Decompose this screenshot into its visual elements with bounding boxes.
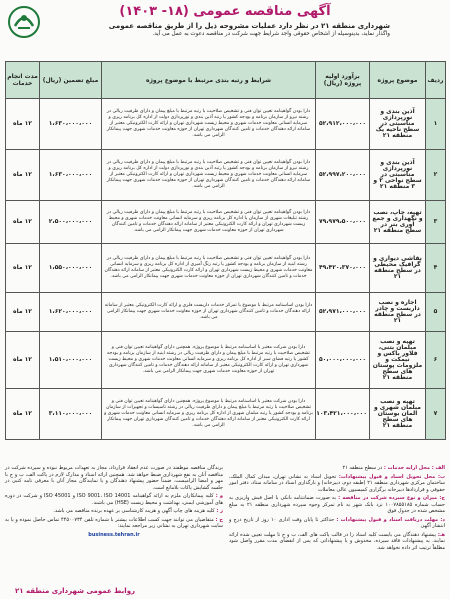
page-intro: واگذار نماید، بدینوسیله از اشخاص حقوقی واجد شرایط جهت شرکت در مناقصه دعوت به عمل می آید. bbox=[152, 31, 390, 37]
row-conditions: دارا بودن اساسنامه مرتبط با موضوع با تمرکز خدمات داربست فلزی و ارائه کارت الکترونیکی معتبر از سامانه ارائه دهندگان خدمات و تامین کنندگان شهرداری تهران از حوزه معاونت خدمات شهری جهت پیمانکار الزامی می باشد. bbox=[102, 293, 316, 332]
row-duration: ۱۲ ماه bbox=[6, 150, 40, 201]
notes-section bbox=[5, 465, 445, 595]
row-duration: ۱۲ ماه bbox=[6, 99, 40, 150]
note-item: ز : کلیه هزینه های چاپ آگهی و هزینه کارشناسی بر عهده برنده مناقصه می باشد. bbox=[53, 508, 223, 514]
page-title: آگهی مناقصه عمومی (۱۸- ۱۴۰۳) bbox=[119, 4, 331, 19]
note-item: ج: میزان و نوع سپرده شرکت در مناقصه : به صورت ضمانتنامه بانکی یا اصل فیش واریزی به حساب شماره ۱۰۰۷۸۵۵۱۸۵ نزد بانک شهر به نام تمرکز وجوه سپرده شهرداری منطقه ۲۱ به مبلغ مشخص شده در جدول فوق bbox=[229, 495, 445, 514]
row-subject: نقاشی دیواری و گرافیک محیطی در سطح منطقه ۲۱ bbox=[370, 244, 426, 293]
row-duration: ۱۲ ماه bbox=[6, 244, 40, 293]
col-header-index: ردیف bbox=[426, 62, 446, 99]
row-estimate: ۵۰،۰۰۰،۰۰۰،۰۰۰ bbox=[316, 332, 370, 389]
row-estimate: ۷۹،۹۷۹،۵۰۰،۰۰۰ bbox=[316, 201, 370, 244]
row-conditions: دارا بودن گواهینامه تعیین توان فنی و تشخیص صلاحیت با رتبه مرتبط با مبلغ پیمان و دارای ظرفیت ریالی در رشته نیرو از سازمان برنامه و بودجه کشور یا رتبه آذین بندی و نورپردازی دولت از اداره کل برنامه ریزی و سرمایه انسانی معاونت خدمات شهری و محیط زیست شهرداری تهران و ارائه کارت الکترونیکی معتبر از سامانه ارائه دهندگان خدمات و تامین کنندگان شهرداری تهران از حوزه معاونت خدمات شهری جهت پیمانکار الزامی می باشد. bbox=[102, 150, 316, 201]
note-item: ح : متقاضیان می توانند جهت کسب اطلاعات بیشتر با شماره تلفن ۴۴۵۰۰۷۳۴ تماس حاصل نموده و یا به سایت شهرداری تهران به نشانی زیر مراجعه نمایند: bbox=[5, 516, 224, 529]
table-row bbox=[6, 244, 446, 293]
note-item: و : کلیه پیمانکاران ملزم به ارائه گواهینامه ISO 9001، ISO 14001 و ISO 45001 و شرکت در دوره های آموزشی ایمنی، بهداشت و محیط زیست (HSE) می باشند. bbox=[5, 493, 224, 506]
note-item: د: مهلت دریافت اسناد و قبول پیشنهادات : حداکثر تا پایان وقت اداری ۱۰ روز از تاریخ درج و انتشار آگهی bbox=[229, 516, 446, 529]
row-estimate: ۴۹،۴۲۰،۳۷۰،۰۰۰ bbox=[316, 244, 370, 293]
row-conditions: دارا بودن گواهینامه تعیین توان فنی و تشخیص صلاحیت با رتبه مرتبط با مبلغ پیمان و دارای ظرفیت ریالی در رشته نیرو از سازمان برنامه و بودجه کشور یا رتبه آذین بندی و نورپردازی دولت از اداره کل برنامه ریزی و سرمایه انسانی معاونت خدمات شهری و محیط زیست شهرداری تهران و ارائه کارت الکترونیکی معتبر از سامانه ارائه دهندگان خدمات و تامین کنندگان شهرداری تهران از حوزه معاونت خدمات شهری جهت پیمانکار الزامی می باشد. bbox=[102, 99, 316, 150]
col-header-conditions: شرایط و رتبه بندی مرتبط با موضوع پروژه bbox=[102, 62, 316, 99]
note-item bbox=[5, 532, 223, 539]
business-site-link[interactable]: business.tehran.ir bbox=[88, 531, 140, 538]
footer-signature: روابط عمومی شهرداری منطقه ۲۱ bbox=[15, 587, 136, 595]
row-index: ۱ bbox=[426, 99, 446, 150]
row-guarantee: ۱،۶۲۰،۰۰۰،۰۰۰ bbox=[40, 293, 102, 332]
notes-left-column bbox=[5, 465, 223, 595]
col-header-duration: مدت انجام خدمات bbox=[6, 62, 40, 99]
row-subject: تهیه و نصب مبلمان بتنی، فلاور باکس و نیمکت و ملزومات پوستان های سطح منطقه ۲۱ bbox=[370, 332, 426, 389]
row-guarantee: ۲،۵۰۰،۰۰۰،۰۰۰ bbox=[40, 201, 102, 244]
row-guarantee: ۱،۶۳۰،۰۰۰،۰۰۰ bbox=[40, 150, 102, 201]
table-row bbox=[6, 293, 446, 332]
row-estimate: ۵۲،۹۹۷،۲۰۰،۰۰۰ bbox=[316, 150, 370, 201]
row-estimate: ۵۲،۹۱۲،۰۰۰،۰۰۰ bbox=[316, 99, 370, 150]
table-row bbox=[6, 389, 446, 440]
tender-table bbox=[5, 61, 446, 440]
row-subject: تهیه و نصب مبلمان شهری و المان بوستان های سطح منطقه ۲۱ bbox=[370, 389, 426, 440]
note-item: هـ: پیشنهاد دهندگان می بایست کلیه اسناد را در قالب پاکت های الف، ب و ج تا مهلت تعیین شده ارائه نمایند. به پیشنهادات فاقد سپرده، مخدوش و یا پیشنهاداتی که پس از انقضای مدت مقرر واصل شود مطلقاً ترتیب اثر داده نخواهد شد. bbox=[229, 531, 445, 551]
row-conditions: دارا بودن گواهینامه تعیین توان فنی و تشخیص صلاحیت با رتبه مرتبط با مبلغ پیمان و دارای ظرفیت ریالی در رشته تبلیغات شهری از سازمان یا اداره کل برنامه ریزی و سرمایه انسانی معاونت خدمات شهری و محیط زیست شهرداری تهران و ارائه کارت الکترونیکی معتبر از سامانه ارائه دهندگان خدمات و تامین کنندگان شهرداری تهران از حوزه معاونت خدمات شهری جهت پیمانکار الزامی می باشد. bbox=[102, 201, 316, 244]
table-row bbox=[6, 332, 446, 389]
row-index: ۷ bbox=[426, 389, 446, 440]
row-subject: اجاره و نصب داربست و چادر در سطح منطقه ۲۱ bbox=[370, 293, 426, 332]
col-header-subject: موضوع پروژه bbox=[370, 62, 426, 99]
table-row bbox=[6, 99, 446, 150]
row-guarantee: ۳،۱۱۰،۰۰۰،۰۰۰ bbox=[40, 389, 102, 440]
row-guarantee: ۱،۵۵۰،۰۰۰،۰۰۰ bbox=[40, 244, 102, 293]
row-duration: ۱۲ ماه bbox=[6, 332, 40, 389]
table-row bbox=[6, 150, 446, 201]
row-duration: ۱۲ ماه bbox=[6, 201, 40, 244]
col-header-estimate: برآورد اولیه پروژه (ریال) bbox=[316, 62, 370, 99]
row-index: ۴ bbox=[426, 244, 446, 293]
row-conditions: دارا بودن شرکت معتبر با اساسنامه مرتبط با موضوع پروژه. همچنین دارای گواهینامه تعیین توان فنی و تشخیص صلاحیت با رتبه مرتبط با مبلغ پیمان و دارای ظرفیت ریالی در رشته تاسیسات و تجهیزات از سازمان برنامه و بودجه کشور یا رتبه مبلمان شهری از اداره کل برنامه ریزی و سرمایه انسانی معاونت خدمات شهری و ارائه کارت الکترونیکی معتبر از سامانه ارائه دهندگان خدمات و تامین کنندگان شهرداری تهران جهت پیمانکار الزامی می باشد. bbox=[102, 389, 316, 440]
row-index: ۲ bbox=[426, 150, 446, 201]
note-item: برندگان مناقصه موظفند در صورت عدم انعقاد قرارداد، مجاز به تعهدات مربوط نبوده و سپرده شرکت در مناقصه آنان به نفع شهرداری ضبط خواهد شد. همچنین ارائه اسناد و مدارک لازم در پاکت الف، ب و ج با مهر و امضا الزامیست. ضمناً حضور پیشنهاد دهندگان و یا نمایندگان مجاز آنان با معرفی نامه کتبی در جلسه گشایش پاکات بلامانع است. bbox=[5, 465, 223, 491]
row-conditions: دارا بودن گواهینامه تعیین توان فنی و تشخیص صلاحیت با رتبه مرتبط با مبلغ پیمان و دارای ظرفیت ریالی در رشته ابنیه از سازمان برنامه و بودجه کشور یا رتبه رنگ آمیزی از اداره کل برنامه ریزی و سرمایه انسانی معاونت خدمات شهری و محیط زیست شهرداری تهران و ارائه کارت الکترونیکی معتبر از سامانه ارائه دهندگان خدمات و تامین کنندگان شهرداری تهران از حوزه معاونت خدمات شهری جهت پیمانکار الزامی می باشد. bbox=[102, 244, 316, 293]
row-duration: ۱۲ ماه bbox=[6, 389, 40, 440]
page-subtitle: شهرداری منطقه ۲۱ در نظر دارد عملیات مشروحه ذیل را از طریق مناقصه عمومی bbox=[108, 22, 390, 30]
row-duration: ۱۲ ماه bbox=[6, 293, 40, 332]
row-index: ۵ bbox=[426, 293, 446, 332]
row-guarantee: ۱،۶۳۰،۰۰۰،۰۰۰ bbox=[40, 99, 102, 150]
col-header-guarantee: مبلغ تضمین (ریال) bbox=[40, 62, 102, 99]
row-index: ۶ bbox=[426, 332, 446, 389]
row-subject: آذین بندی و نورپردازی مناسبتی در سطح ناحیه یک منطقه ۲۱ bbox=[370, 99, 426, 150]
row-subject: تهیه، چاپ، نصب و نگهداری و جمع آوری بنر در سطح منطقه ۲۱ bbox=[370, 201, 426, 244]
notes-right-column bbox=[229, 465, 445, 595]
table-row bbox=[6, 201, 446, 244]
row-subject: آذین بندی و نورپردازی مناسبتی در سطح نواحی ۲ و ۳ منطقه ۲۱ bbox=[370, 150, 426, 201]
table-header-row bbox=[6, 62, 446, 99]
row-index: ۳ bbox=[426, 201, 446, 244]
note-item: ب: محل تحویل اسناد و قبول پیشنهادات: تحویل اسناد به نشانی تهران، میدان کمال الملک، ساختمان مرکزی شهرداری منطقه ۲۱ (طبقه دوم، دبیرخانه) و بارگذاری اسناد در سامانه ستاد، دفتر امور حقوقی و قراردادها دبیرخانه برگزاری کمیسیون عالی معاملات bbox=[229, 473, 445, 493]
row-conditions: دارا بودن شرکت معتبر با اساسنامه مرتبط با موضوع پروژه. همچنین دارای گواهینامه تعیین توان فنی و تشخیص صلاحیت با رتبه مرتبط با مبلغ پیمان و دارای ظرفیت ریالی در رشته ابنیه از سازمان برنامه و بودجه کشور یا رتبه فضای سبز از اداره کل برنامه ریزی و سرمایه انسانی معاونت خدمات شهری و محیط زیست شهرداری تهران و ارائه کارت الکترونیکی معتبر از سامانه ارائه دهندگان خدمات و تامین کنندگان شهرداری تهران از حوزه معاونت خدمات شهری جهت پیمانکار الزامی می باشد. bbox=[102, 332, 316, 389]
row-estimate: ۱۰۳،۴۲۱،۰۰۰،۰۰۰ bbox=[316, 389, 370, 440]
row-guarantee: ۱،۵۱۰،۰۰۰،۰۰۰ bbox=[40, 332, 102, 389]
note-item: الف : محل ارایه خدمات : در سطح منطقه ۲۱ bbox=[342, 465, 445, 471]
row-estimate: ۵۲،۹۷۱،۰۰۰،۰۰۰ bbox=[316, 293, 370, 332]
